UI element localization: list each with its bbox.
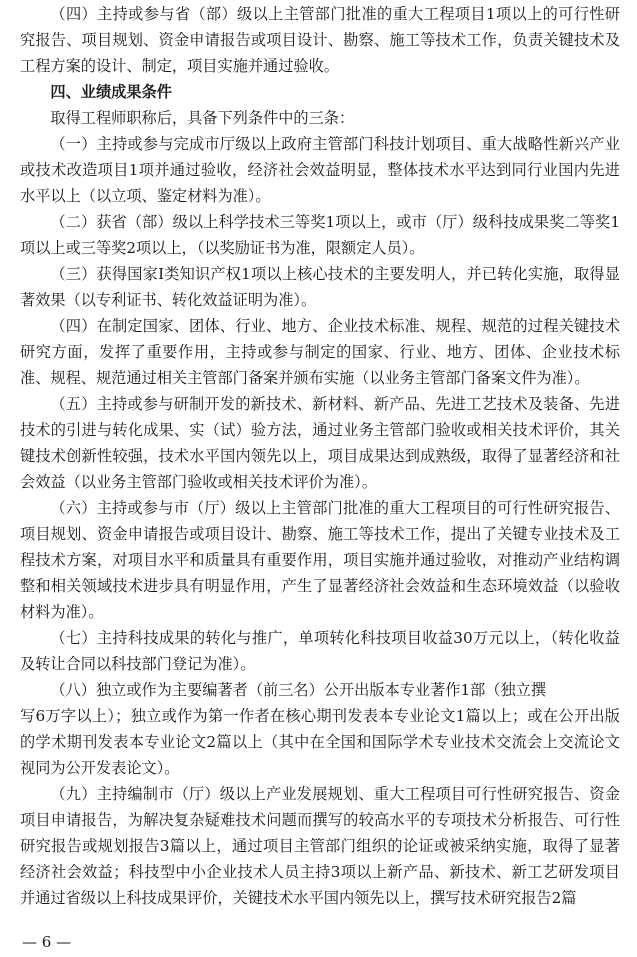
- paragraph-condition-2: （二）获省（部）级以上科学技术三等奖1项以上，或市（厅）级科技成果奖二等奖1项以上或三等奖2项以上，（以奖励证书为准，限额定人员）。: [20, 213, 620, 257]
- paragraph-condition-5: （五）主持或参与研制开发的新技术、新材料、新产品、先进工艺技术及装备、先进技术的引进与转化成果、实（试）验方法，通过业务主管部门验收或相关技术评价，其关键技术创新性较强，技术水平国内领先以上，项目成果达到成熟级，取得了显著经济和社会效益（以业务主管部门验收或相关技术评价为准）。: [20, 395, 620, 491]
- paragraph-intro: 取得工程师职称后，具备下列条件中的三条：: [50, 109, 355, 127]
- page-number: — 6 —: [22, 933, 72, 951]
- paragraph-condition-7: （七）主持科技成果的转化与推广，单项转化科技项目收益30万元以上，（转化收益及转让合同以科技部门登记为准）。: [20, 629, 620, 673]
- section-heading-achievements: 四、业绩成果条件: [50, 83, 172, 101]
- paragraph-condition-8-line1: （八）独立或作为主要编著者（前三名）公开出版本专业著作1部（独立撰: [50, 681, 547, 699]
- paragraph-condition-1: （一）主持或参与完成市厅级以上政府主管部门科技计划项目、重大战略性新兴产业或技术改造项目1项并通过验收，经济社会效益明显，整体技术水平达到同行业国内先进水平以上（以立项、鉴定材料为准）。: [20, 135, 620, 205]
- paragraph-section3-item4: （四）主持或参与省（部）级以上主管部门批准的重大工程项目1项以上的可行性研究报告、项目规划、资金申请报告或项目设计、勘察、施工等技术工作，负责关键技术及工程方案的设计、制定，项目实施并通过验收。: [20, 5, 620, 75]
- paragraph-condition-9: （九）主持编制市（厅）级以上产业发展规划、重大工程项目可行性研究报告、资金项目申请报告，为解决复杂疑难技术问题而撰写的较高水平的专项技术分析报告、可行性研究报告或规划报告3篇以上，通过项目主管部门组织的论证或被采纳实施，取得了显著经济社会效益；科技型中小企业技术人员主持3项以上新产品、新技术、新工艺研发项目并通过省级以上科技成果评价，关键技术水平国内领先以上，撰写技术研究报告2篇: [20, 785, 620, 907]
- paragraph-condition-6: （六）主持或参与市（厅）级以上主管部门批准的重大工程项目的可行性研究报告、项目规划、资金申请报告或项目设计、勘察、施工等技术工作，提出了关键专业技术及工程技术方案，对项目水平和质量具有重要作用，项目实施并通过验收，对推动产业结构调整和相关领域技术进步具有明显作用，产生了显著经济社会效益和生态环境效益（以验收材料为准）。: [20, 499, 620, 621]
- paragraph-condition-8-rest: 写6万字以上）；独立或作为第一作者在核心期刊发表本专业论文1篇以上；或在公开出版的学术期刊发表本专业论文2篇以上（其中在全国和国际学术专业技术交流会上交流论文视同为公开发表论文）。: [20, 707, 620, 777]
- paragraph-condition-3: （三）获得国家I类知识产权1项以上核心技术的主要发明人，并已转化实施，取得显著效果（以专利证书、转化效益证明为准）。: [20, 265, 620, 309]
- paragraph-condition-4: （四）在制定国家、团体、行业、地方、企业技术标准、规程、规范的过程关键技术研究方面，发挥了重要作用，主持或参与制定的国家、行业、地方、团体、企业技术标准、规程、规范通过相关主管部门备案并颁布实施（以业务主管部门备案文件为准）。: [20, 317, 620, 387]
